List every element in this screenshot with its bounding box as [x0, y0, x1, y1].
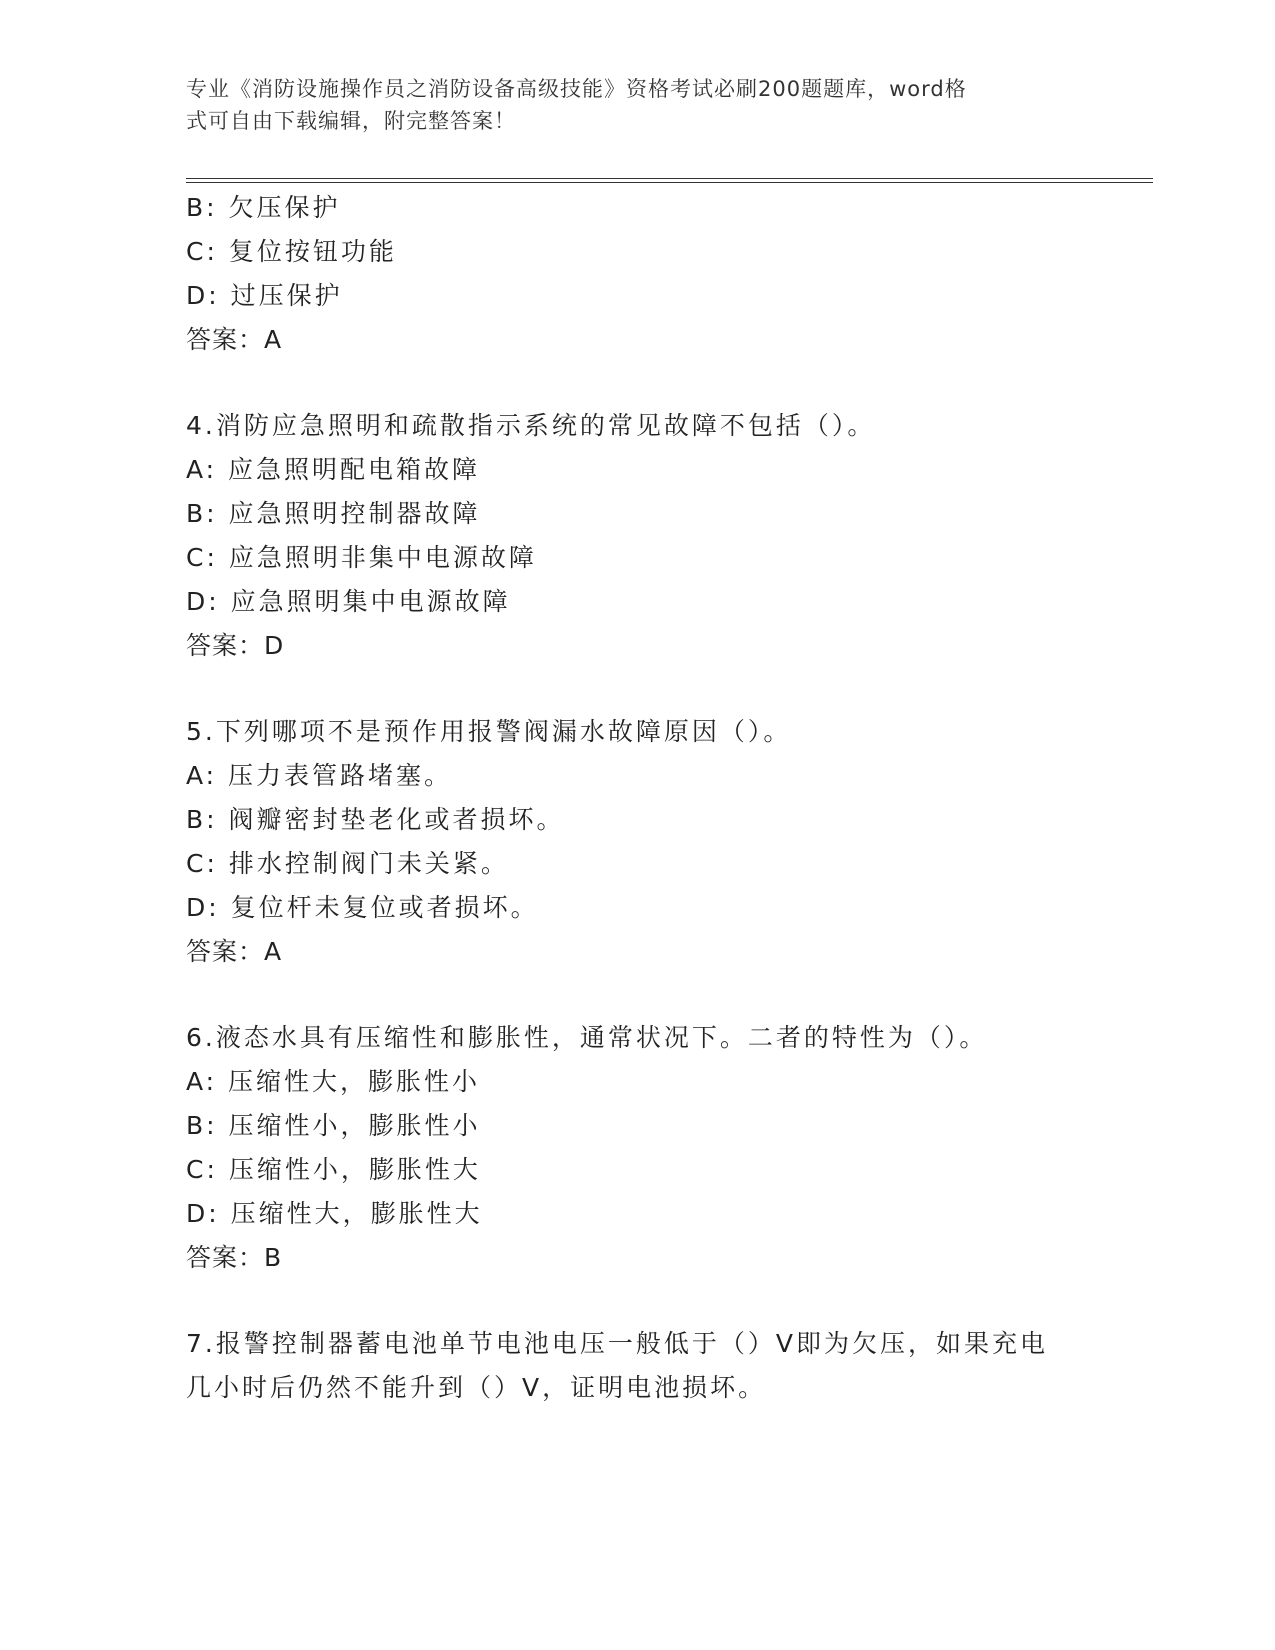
- q5-option-b: B: 阀瓣密封垫老化或者损坏。: [186, 805, 565, 834]
- q4-answer: 答案：D: [186, 631, 285, 660]
- q5-option-c: C: 排水控制阀门未关紧。: [186, 849, 509, 878]
- prev-option-b: B: 欠压保护: [186, 193, 341, 222]
- prev-option-d: D: 过压保护: [186, 281, 343, 310]
- q5-option-d: D: 复位杆未复位或者损坏。: [186, 893, 539, 922]
- header-divider-bottom: [186, 182, 1153, 183]
- q6-option-b: B: 压缩性小，膨胀性小: [186, 1111, 481, 1140]
- prev-answer: 答案：A: [186, 325, 283, 354]
- prev-option-c: C: 复位按钮功能: [186, 237, 397, 266]
- header-divider-top: [186, 178, 1153, 179]
- q4-option-b: B: 应急照明控制器故障: [186, 499, 481, 528]
- q5-answer: 答案：A: [186, 937, 283, 966]
- q6-answer: 答案：B: [186, 1243, 283, 1272]
- q5-option-a: A: 压力表管路堵塞。: [186, 761, 453, 790]
- q4-question: 4.消防应急照明和疏散指示系统的常见故障不包括（）。: [186, 411, 876, 440]
- q6-option-a: A: 压缩性大，膨胀性小: [186, 1067, 481, 1096]
- q5-question: 5.下列哪项不是预作用报警阀漏水故障原因（）。: [186, 717, 792, 746]
- header-line-1: 专业《消防设施操作员之消防设备高级技能》资格考试必刷200题题库，word格: [186, 77, 967, 101]
- q6-option-c: C: 压缩性小，膨胀性大: [186, 1155, 481, 1184]
- q4-option-a: A: 应急照明配电箱故障: [186, 455, 481, 484]
- document-header: [186, 73, 1066, 137]
- q6-option-d: D: 压缩性大，膨胀性大: [186, 1199, 483, 1228]
- q4-option-c: C: 应急照明非集中电源故障: [186, 543, 537, 572]
- q7-question-line-1: 7.报警控制器蓄电池单节电池电压一般低于（）V即为欠压，如果充电: [186, 1329, 1048, 1358]
- header-line-2: 式可自由下载编辑，附完整答案！: [186, 109, 516, 133]
- q6-question: 6.液态水具有压缩性和膨胀性，通常状况下。二者的特性为（）。: [186, 1023, 988, 1052]
- q7-question-line-2: 几小时后仍然不能升到（）V，证明电池损坏。: [186, 1373, 767, 1402]
- q4-option-d: D: 应急照明集中电源故障: [186, 587, 511, 616]
